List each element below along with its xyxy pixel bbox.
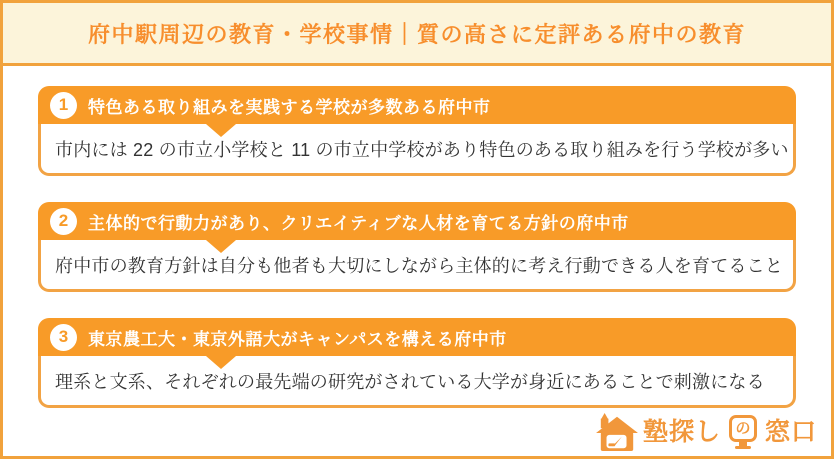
section-2 — [38, 202, 796, 292]
section-2-header-bar — [38, 202, 796, 240]
title-banner — [3, 3, 831, 66]
section-1-body-text: 市内には 22 の市立小学校と 11 の市立中学校があり特色のある取り組みを行う学校が多い — [55, 139, 789, 160]
section-2-heading: 主体的で行動力があり、クリエイティブな人材を育てる方針の府中市 — [88, 213, 629, 233]
page-title: 府中駅周辺の教育・学校事情｜質の高さに定評ある府中の教育 — [87, 21, 746, 47]
house-icon — [596, 412, 638, 452]
section-1 — [38, 86, 796, 176]
section-1-heading: 特色ある取り組みを実践する学校が多数ある府中市 — [88, 97, 491, 117]
section-3-content-box — [38, 356, 796, 408]
section-1-content-box — [38, 124, 796, 176]
section-3 — [38, 318, 796, 408]
juku-sagashi-logo — [596, 412, 817, 452]
section-1-number-badge: 1 — [50, 92, 77, 119]
logo-text-juku-sagashi: 塾探し — [642, 417, 721, 446]
section-3-heading: 東京農工大・東京外語大がキャンパスを構える府中市 — [88, 329, 507, 349]
section-1-header-bar — [38, 86, 796, 124]
section-3-pointer-triangle — [206, 356, 236, 369]
section-2-body-text: 府中市の教育方針は自分も他者も大切にしながら主体的に考え行動できる人を育てること — [55, 255, 783, 276]
section-1-pointer-triangle — [206, 124, 236, 137]
section-2-pointer-triangle — [206, 240, 236, 253]
section-3-header-bar — [38, 318, 796, 356]
logo-text-no: の — [735, 419, 751, 437]
section-3-number-badge: 3 — [50, 324, 77, 351]
section-2-number-badge: 2 — [50, 208, 77, 235]
section-3-body-text: 理系と文系、それぞれの最先端の研究がされている大学が身近にあることで刺激になる — [55, 371, 765, 392]
logo-text-madoguchi: 窓口 — [764, 417, 817, 446]
section-2-content-box — [38, 240, 796, 292]
monitor-icon — [729, 415, 757, 442]
